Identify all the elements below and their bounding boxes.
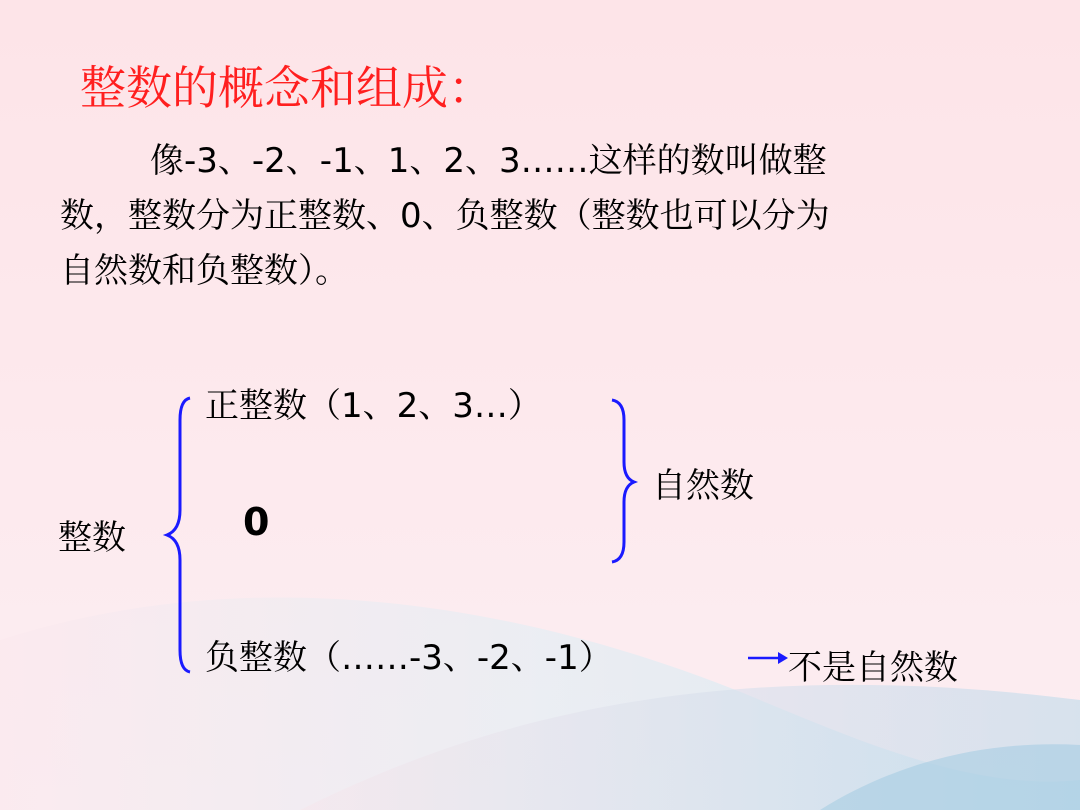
natural-numbers-label: 自然数 [652, 466, 754, 506]
paragraph-line-3: 自然数和负整数）。 [60, 251, 349, 291]
positive-integers-label: 正整数（1、2、3…） [205, 386, 542, 426]
integers-root-label: 整数 [58, 518, 126, 558]
arrow-icon [748, 652, 788, 664]
slide-title: 整数的概念和组成： [80, 61, 494, 115]
not-natural-numbers-label: 不是自然数 [788, 648, 958, 688]
left-curly-brace [167, 398, 190, 672]
negative-integers-label: 负整数（……-3、-2、-1） [205, 638, 613, 678]
right-curly-brace [612, 400, 634, 562]
paragraph-line-1: 像-3、-2、-1、1、2、3……这样的数叫做整 [150, 141, 827, 181]
zero-label: 0 [243, 500, 270, 544]
paragraph-line-2: 数，整数分为正整数、0、负整数（整数也可以分为 [60, 196, 830, 236]
